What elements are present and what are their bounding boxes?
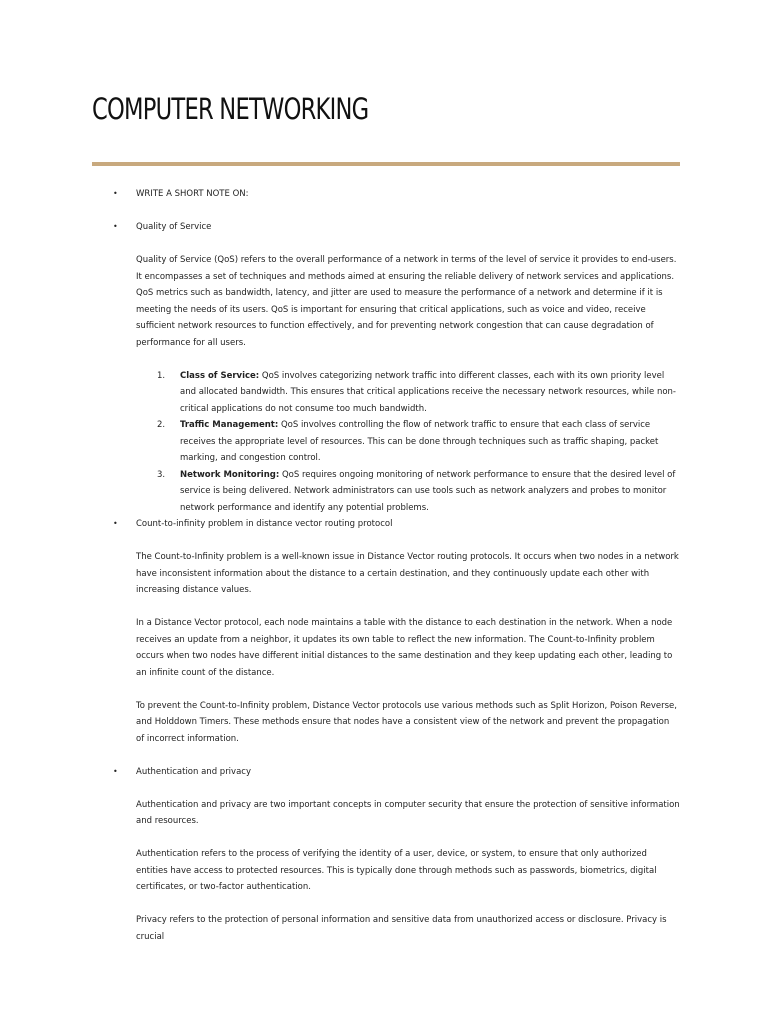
list-term: Network Monitoring: [180, 469, 280, 480]
bullet-text: Quality of Service [136, 222, 212, 232]
list-item [92, 467, 680, 517]
bullet-text: WRITE A SHORT NOTE ON: [136, 189, 249, 199]
document-body [92, 186, 680, 945]
list-number: 3. [157, 469, 166, 480]
list-term: Class of Service: [180, 370, 260, 381]
list-number: 2. [157, 420, 166, 430]
list-text: QoS requires ongoing monitoring of network performance to ensure that the desired level of service is being delivered. Network administrators can use tools such as network analyzers and probes to monitor network performance and identify any potential problems. [180, 469, 676, 513]
paragraph: Quality of Service (QoS) refers to the overall performance of a network in terms of the level of service it provides to end-users. It encompasses a set of techniques and methods aimed at ensuring the reliable delivery of network services and applications. QoS metrics such as bandwidth, latency, and jitter are used to measure the performance of a network and determine if it is meeting the needs of its users. QoS is important for ensuring that critical applications, such as voice and video, receive sufficient network resources to function effectively, and for preventing network congestion that can cause degradation of performance for all users. [136, 255, 677, 348]
paragraph: The Count-to-Infinity problem is a well-known issue in Distance Vector routing protocols. It occurs when two nodes in a network have inconsistent information about the distance to a certain destination, and they continuously update each other with increasing distance values. [136, 552, 679, 595]
list-item [92, 417, 680, 467]
numbered-list [92, 368, 680, 517]
page-title: COMPUTER NETWORKING [92, 92, 369, 126]
list-number: 1. [157, 370, 166, 381]
list-item [92, 368, 680, 418]
list-text: QoS involves categorizing network traffic into different classes, each with its own priority level and allocated bandwidth. This ensures that critical applications receive the necessary network resources, while non-critical applications do not consume too much bandwidth. [180, 370, 676, 414]
paragraph: In a Distance Vector protocol, each node maintains a table with the distance to each destination in the network. When a node receives an update from a neighbor, it updates its own table to reflect the new information. The Count-to-Infinity problem occurs when two nodes have different initial distances to the same destination and they keep updating each other, leading to an infinite count of the distance. [136, 618, 673, 678]
bullet-text: Count-to-infinity problem in distance vector routing protocol [136, 519, 393, 529]
paragraph: Authentication refers to the process of verifying the identity of a user, device, or system, to ensure that only authorized entities have access to protected resources. This is typically done through methods such as passwords, biometrics, digital certificates, or two-factor authentication. [136, 849, 657, 892]
bullet-item [92, 516, 680, 533]
paragraph: To prevent the Count-to-Infinity problem, Distance Vector protocols use various methods such as Split Horizon, Poison Reverse, and Holddown Timers. These methods ensure that nodes have a consistent view of the network and prevent the propagation of incorrect information. [136, 700, 677, 744]
list-text: QoS involves controlling the flow of network traffic to ensure that each class of service receives the appropriate level of resources. This can be done through techniques such as traffic shaping, packet marking, and congestion control. [180, 420, 659, 463]
bullet-dot-icon: • [113, 519, 118, 528]
paragraph: Privacy refers to the protection of personal information and sensitive data from unauthorized access or disclosure. Privacy is crucial [136, 915, 667, 942]
bullet-item [92, 186, 680, 203]
bullet-item [92, 764, 680, 781]
bullet-text: Authentication and privacy [136, 766, 251, 777]
bullet-dot-icon: • [113, 766, 118, 776]
bullet-dot-icon: • [113, 222, 118, 231]
title-divider [92, 162, 680, 166]
list-term: Traffic Management: [180, 420, 279, 430]
paragraph: Authentication and privacy are two important concepts in computer security that ensure the protection of sensitive information and resources. [136, 799, 680, 826]
bullet-dot-icon: • [113, 189, 118, 198]
bullet-item [92, 219, 680, 236]
